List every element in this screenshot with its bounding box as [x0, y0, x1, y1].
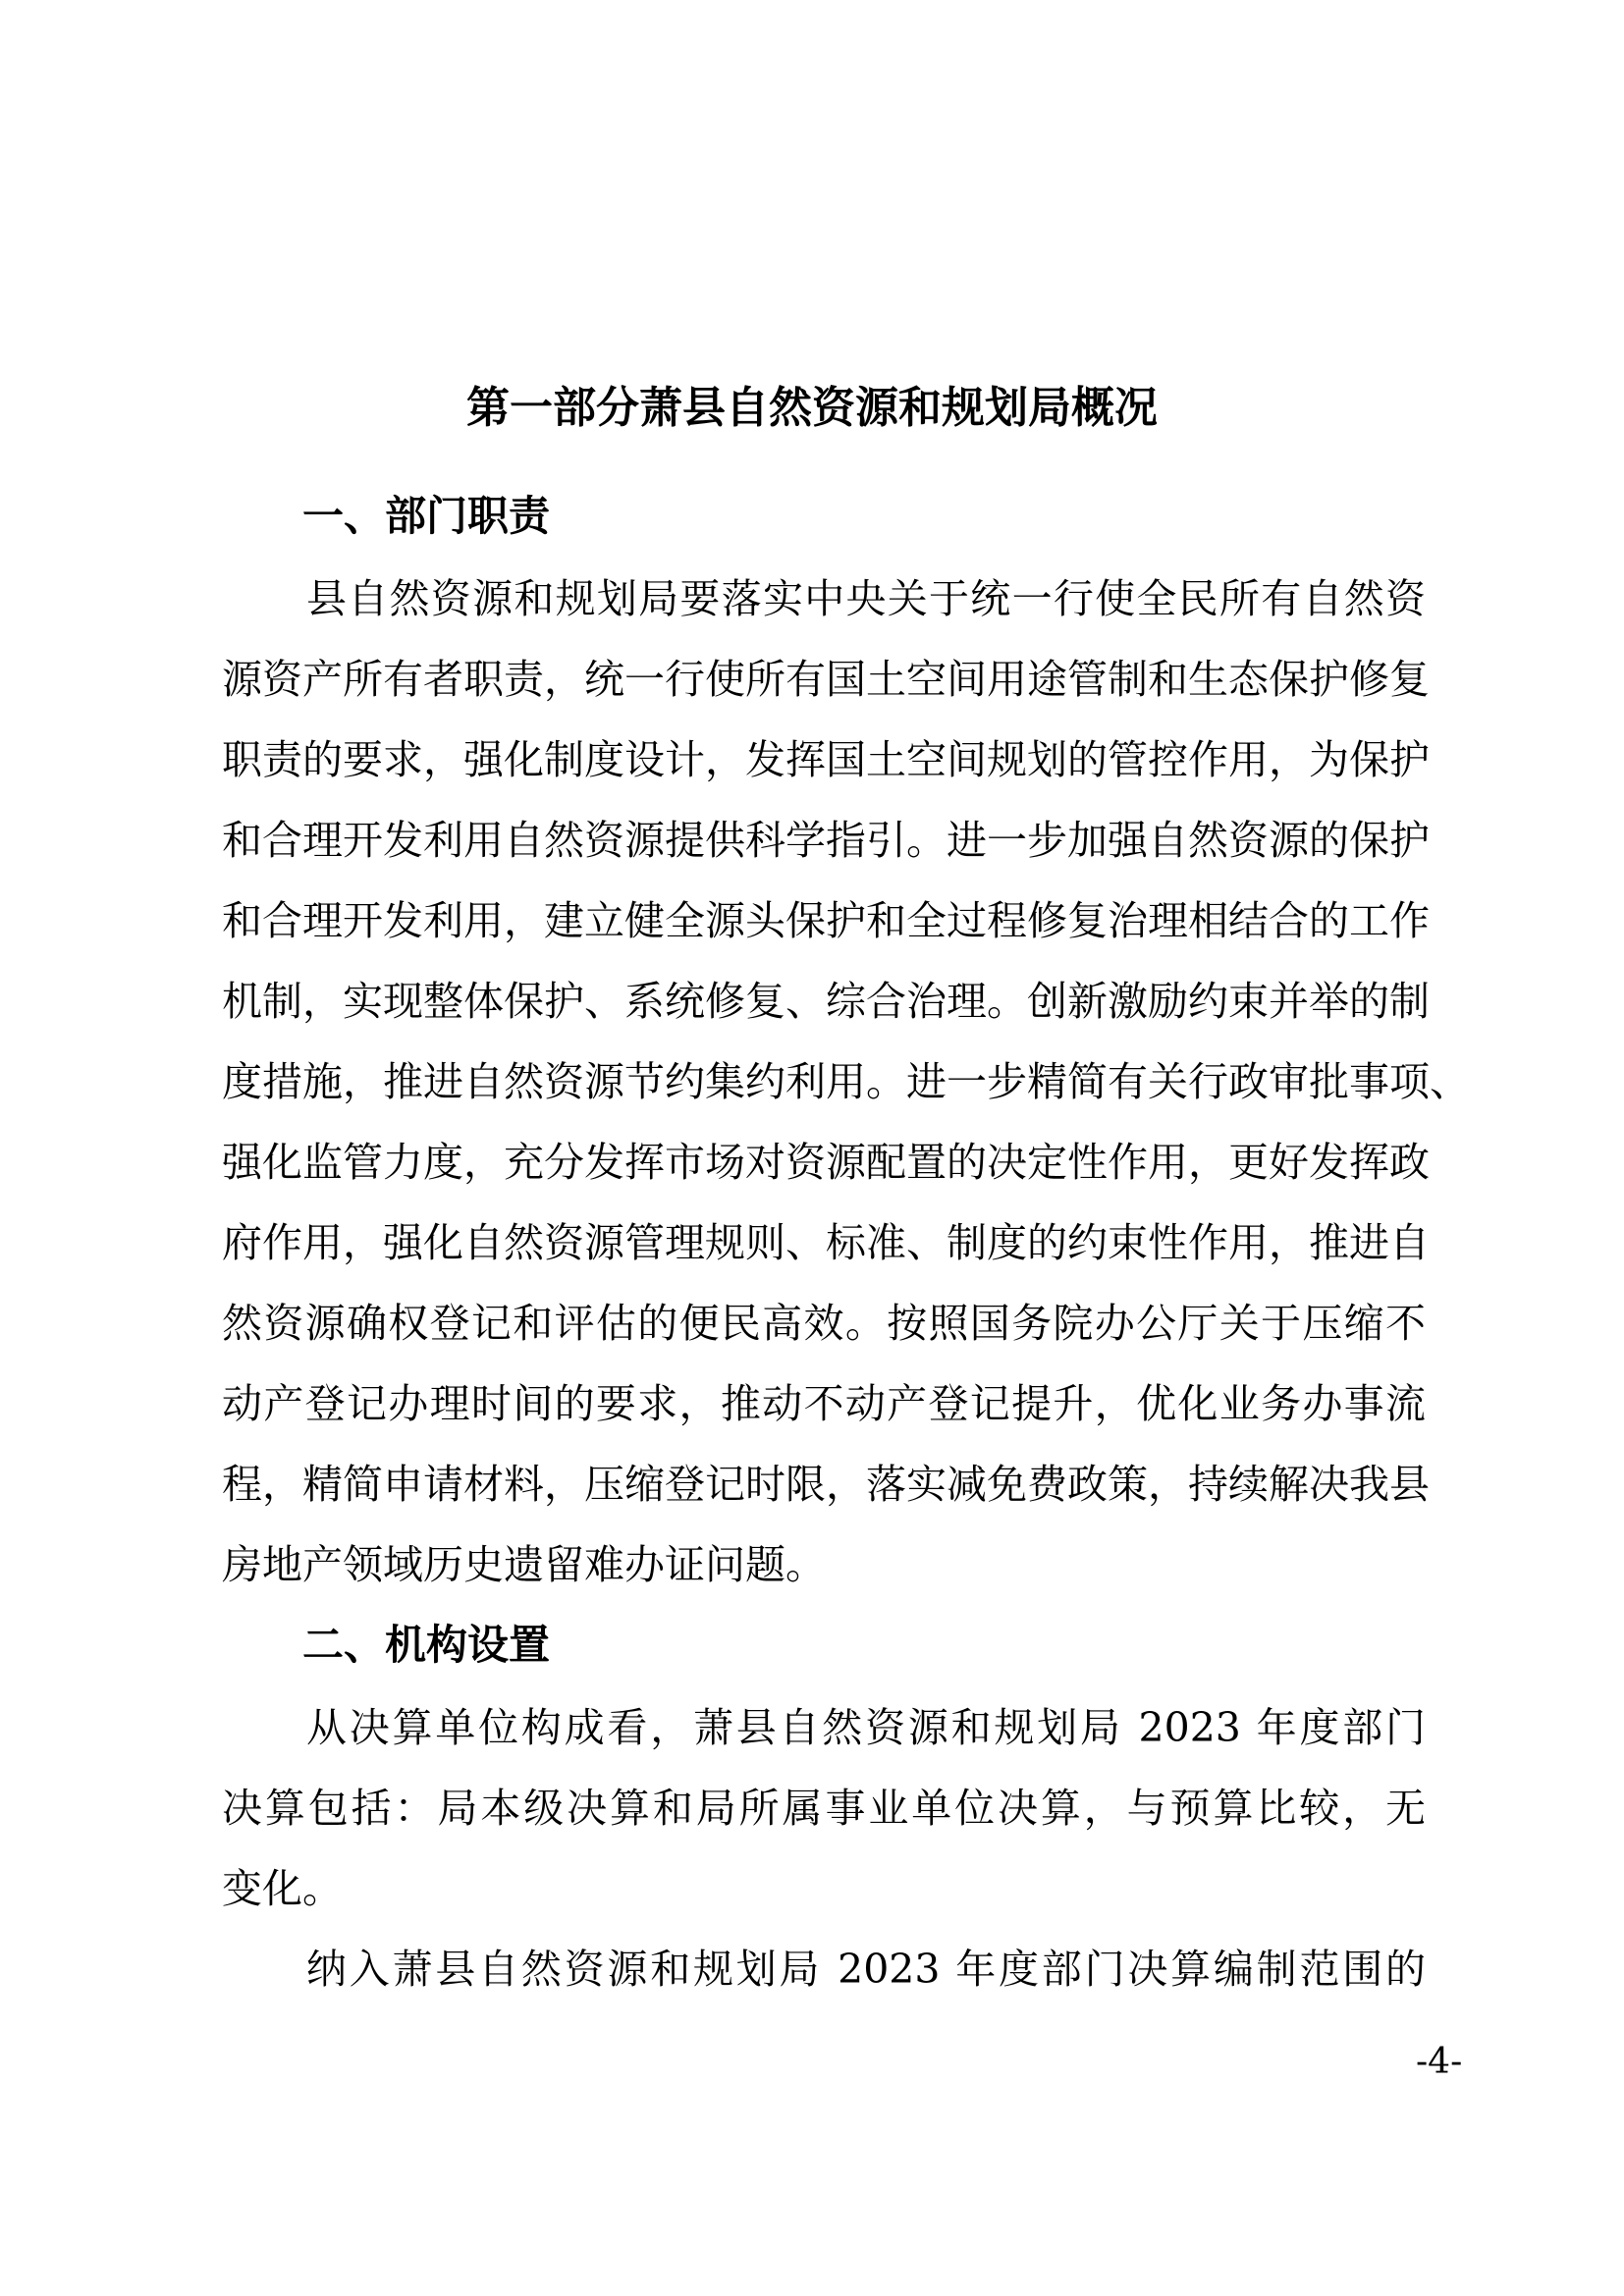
- text-line: 和合理开发利用，建立健全源头保护和全过程修复治理相结合的工作: [222, 897, 1430, 944]
- text-line: 机制，实现整体保护、系统修复、综合治理。创新激励约束并举的制: [222, 978, 1430, 1025]
- text-line: 动产登记办理时间的要求，推动不动产登记提升，优化业务办事流: [222, 1380, 1426, 1427]
- section-heading-duties: 一、部门职责: [302, 492, 551, 540]
- text-line: 县自然资源和规划局要落实中央关于统一行使全民所有自然资: [306, 575, 1426, 622]
- text-line: 府作用，强化自然资源管理规则、标准、制度的约束性作用，推进自: [222, 1219, 1430, 1266]
- text-line: 纳入萧县自然资源和规划局 2023 年度部门决算编制范围的: [306, 1946, 1426, 1993]
- section-heading-organization: 二、机构设置: [302, 1621, 551, 1669]
- page-number: -4-: [1416, 2042, 1463, 2082]
- text-line: 强化监管力度，充分发挥市场对资源配置的决定性作用，更好发挥政: [222, 1139, 1430, 1186]
- text-line: 度措施，推进自然资源节约集约利用。进一步精简有关行政审批事项、: [222, 1058, 1470, 1105]
- text-line: 然资源确权登记和评估的便民高效。按照国务院办公厅关于压缩不: [222, 1300, 1426, 1347]
- page-title: 第一部分萧县自然资源和规划局概况: [466, 383, 1158, 433]
- text-line: 房地产领域历史遗留难办证问题。: [222, 1541, 826, 1588]
- text-line: 程，精简申请材料，压缩登记时限，落实减免费政策，持续解决我县: [222, 1461, 1430, 1508]
- text-line: 职责的要求，强化制度设计，发挥国土空间规划的管控作用，为保护: [222, 736, 1430, 783]
- text-line: 从决算单位构成看，萧县自然资源和规划局 2023 年度部门: [306, 1704, 1426, 1751]
- text-line: 变化。: [222, 1865, 343, 1912]
- text-line: 源资产所有者职责，统一行使所有国土空间用途管制和生态保护修复: [222, 656, 1430, 703]
- text-line: 和合理开发利用自然资源提供科学指引。进一步加强自然资源的保护: [222, 817, 1430, 864]
- text-line: 决算包括：局本级决算和局所属事业单位决算，与预算比较，无: [222, 1785, 1426, 1832]
